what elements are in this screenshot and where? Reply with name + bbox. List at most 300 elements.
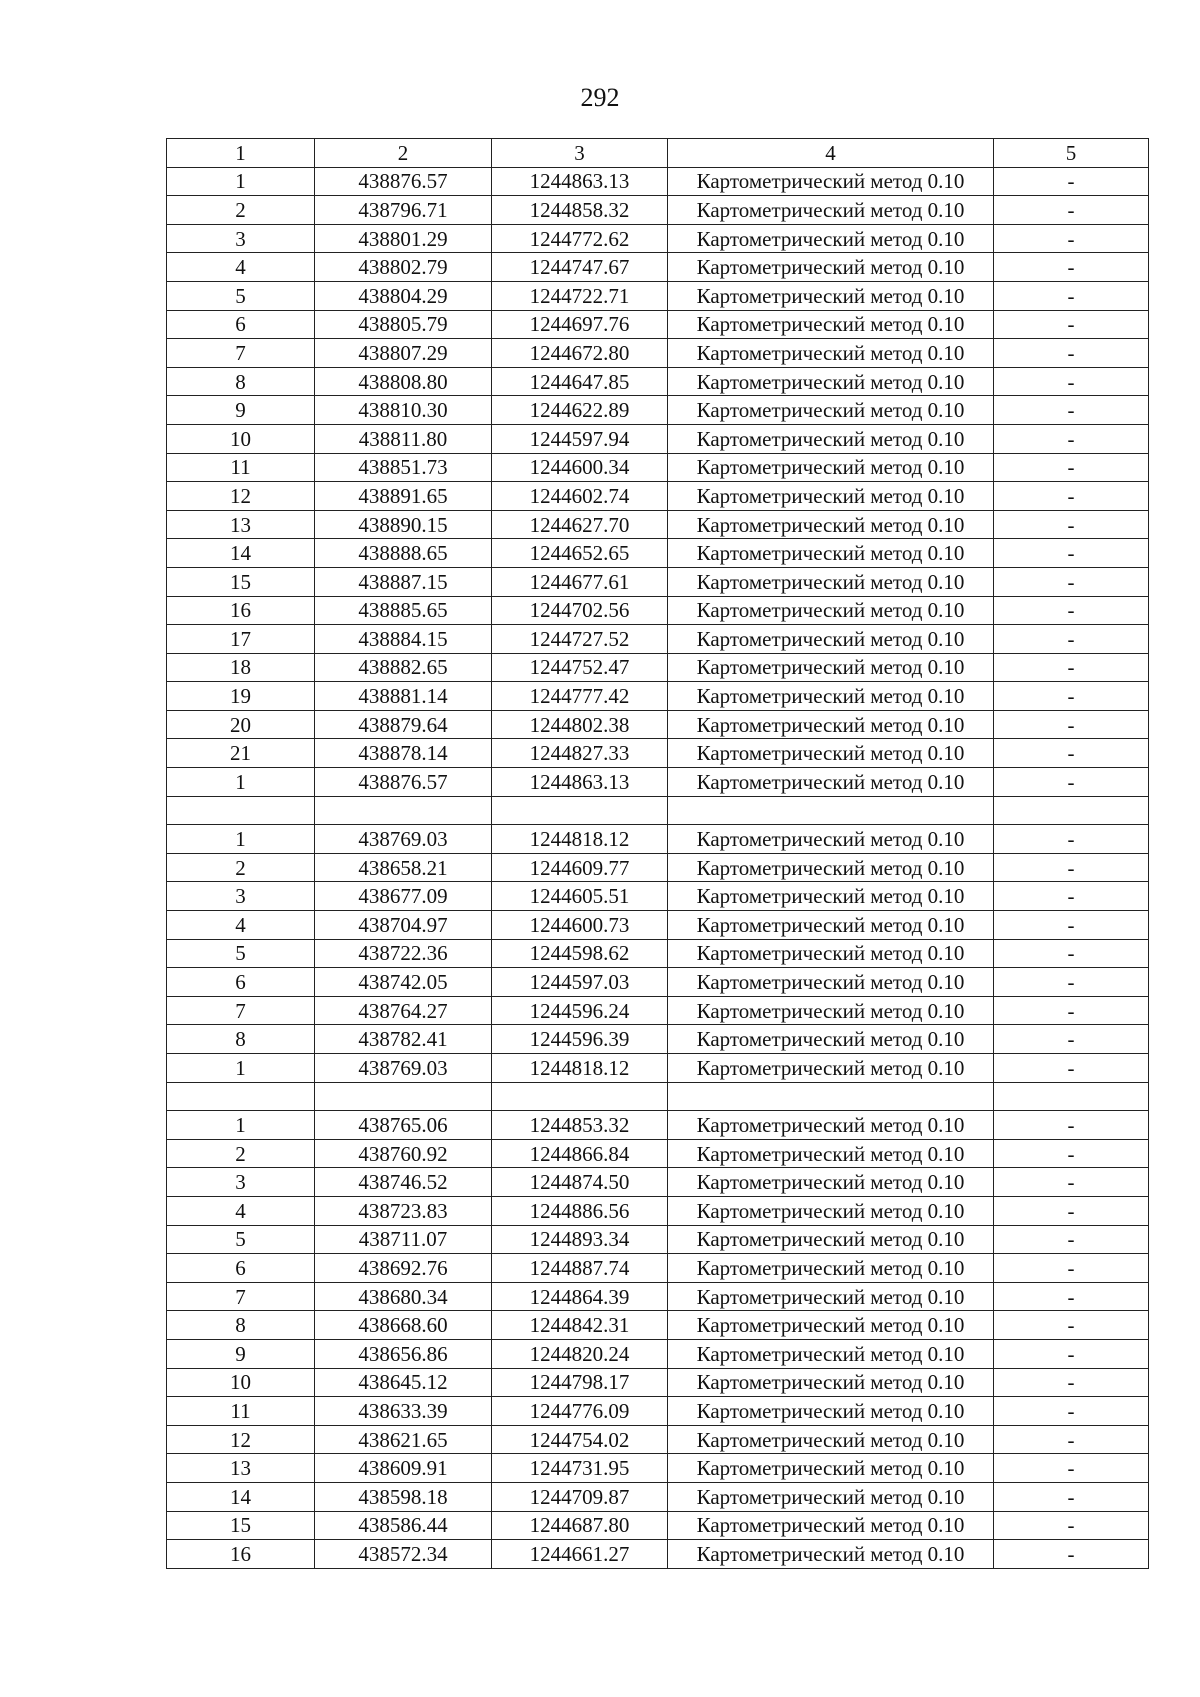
point-number-cell: 5	[167, 281, 315, 310]
method-cell: Картометрический метод 0.10	[668, 1397, 994, 1426]
y-coordinate-cell: 1244874.50	[492, 1168, 668, 1197]
description-cell: -	[994, 1397, 1149, 1426]
point-number-cell	[167, 796, 315, 825]
y-coordinate-cell: 1244609.77	[492, 853, 668, 882]
table-row	[167, 1339, 1149, 1368]
table-row	[167, 1368, 1149, 1397]
y-coordinate-cell: 1244818.12	[492, 825, 668, 854]
y-coordinate-cell: 1244827.33	[492, 739, 668, 768]
x-coordinate-cell: 438887.15	[315, 567, 492, 596]
y-coordinate-cell: 1244596.24	[492, 996, 668, 1025]
table-row	[167, 1196, 1149, 1225]
x-coordinate-cell: 438645.12	[315, 1368, 492, 1397]
x-coordinate-cell: 438804.29	[315, 281, 492, 310]
description-cell: -	[994, 1111, 1149, 1140]
point-number-cell: 3	[167, 882, 315, 911]
description-cell: -	[994, 539, 1149, 568]
x-coordinate-cell: 438882.65	[315, 653, 492, 682]
description-cell: -	[994, 1425, 1149, 1454]
y-coordinate-cell: 1244776.09	[492, 1397, 668, 1426]
y-coordinate-cell: 1244709.87	[492, 1482, 668, 1511]
x-coordinate-cell: 438805.79	[315, 310, 492, 339]
point-number-cell: 4	[167, 911, 315, 940]
description-cell: -	[994, 281, 1149, 310]
method-cell: Картометрический метод 0.10	[668, 310, 994, 339]
table-row	[167, 1111, 1149, 1140]
y-coordinate-cell: 1244853.32	[492, 1111, 668, 1140]
x-coordinate-cell: 438885.65	[315, 596, 492, 625]
x-coordinate-cell	[315, 1082, 492, 1111]
point-number-cell: 5	[167, 939, 315, 968]
x-coordinate-cell: 438801.29	[315, 224, 492, 253]
y-coordinate-cell: 1244772.62	[492, 224, 668, 253]
header-cell: 3	[492, 139, 668, 168]
y-coordinate-cell: 1244652.65	[492, 539, 668, 568]
method-cell: Картометрический метод 0.10	[668, 1025, 994, 1054]
y-coordinate-cell: 1244622.89	[492, 396, 668, 425]
point-number-cell: 8	[167, 1025, 315, 1054]
point-number-cell: 12	[167, 482, 315, 511]
table-row	[167, 196, 1149, 225]
point-number-cell: 17	[167, 625, 315, 654]
y-coordinate-cell: 1244596.39	[492, 1025, 668, 1054]
y-coordinate-cell: 1244747.67	[492, 253, 668, 282]
method-cell: Картометрический метод 0.10	[668, 1282, 994, 1311]
point-number-cell: 12	[167, 1425, 315, 1454]
y-coordinate-cell: 1244798.17	[492, 1368, 668, 1397]
table-row	[167, 567, 1149, 596]
description-cell: -	[994, 482, 1149, 511]
table-row	[167, 739, 1149, 768]
description-cell: -	[994, 968, 1149, 997]
point-number-cell: 19	[167, 682, 315, 711]
y-coordinate-cell: 1244672.80	[492, 339, 668, 368]
y-coordinate-cell: 1244605.51	[492, 882, 668, 911]
description-cell: -	[994, 596, 1149, 625]
table-row	[167, 253, 1149, 282]
x-coordinate-cell: 438765.06	[315, 1111, 492, 1140]
point-number-cell: 21	[167, 739, 315, 768]
x-coordinate-cell: 438677.09	[315, 882, 492, 911]
table-row	[167, 682, 1149, 711]
point-number-cell: 4	[167, 253, 315, 282]
y-coordinate-cell: 1244727.52	[492, 625, 668, 654]
table-row	[167, 768, 1149, 797]
method-cell: Картометрический метод 0.10	[668, 482, 994, 511]
table-row	[167, 453, 1149, 482]
description-cell: -	[994, 367, 1149, 396]
x-coordinate-cell: 438586.44	[315, 1511, 492, 1540]
method-cell	[668, 796, 994, 825]
description-cell: -	[994, 911, 1149, 940]
description-cell: -	[994, 653, 1149, 682]
method-cell: Картометрический метод 0.10	[668, 1339, 994, 1368]
method-cell: Картометрический метод 0.10	[668, 253, 994, 282]
point-number-cell: 13	[167, 1454, 315, 1483]
x-coordinate-cell: 438878.14	[315, 739, 492, 768]
point-number-cell: 9	[167, 1339, 315, 1368]
point-number-cell: 7	[167, 996, 315, 1025]
table-row	[167, 1282, 1149, 1311]
method-cell: Картометрический метод 0.10	[668, 196, 994, 225]
method-cell: Картометрический метод 0.10	[668, 653, 994, 682]
y-coordinate-cell: 1244647.85	[492, 367, 668, 396]
method-cell: Картометрический метод 0.10	[668, 1540, 994, 1569]
x-coordinate-cell: 438876.57	[315, 167, 492, 196]
x-coordinate-cell: 438808.80	[315, 367, 492, 396]
description-cell: -	[994, 739, 1149, 768]
method-cell: Картометрический метод 0.10	[668, 939, 994, 968]
y-coordinate-cell: 1244627.70	[492, 510, 668, 539]
header-cell: 4	[668, 139, 994, 168]
table-row	[167, 653, 1149, 682]
description-cell: -	[994, 1196, 1149, 1225]
table-row	[167, 1511, 1149, 1540]
description-cell: -	[994, 1311, 1149, 1340]
description-cell: -	[994, 424, 1149, 453]
description-cell: -	[994, 1454, 1149, 1483]
point-number-cell: 15	[167, 1511, 315, 1540]
description-cell: -	[994, 825, 1149, 854]
method-cell: Картометрический метод 0.10	[668, 1168, 994, 1197]
point-number-cell: 16	[167, 1540, 315, 1569]
description-cell	[994, 796, 1149, 825]
point-number-cell: 10	[167, 424, 315, 453]
description-cell: -	[994, 510, 1149, 539]
table-row	[167, 339, 1149, 368]
y-coordinate-cell: 1244697.76	[492, 310, 668, 339]
x-coordinate-cell: 438680.34	[315, 1282, 492, 1311]
description-cell: -	[994, 339, 1149, 368]
x-coordinate-cell: 438879.64	[315, 710, 492, 739]
point-number-cell: 8	[167, 367, 315, 396]
description-cell: -	[994, 1482, 1149, 1511]
table-body	[167, 167, 1149, 1568]
table-separator-row	[167, 796, 1149, 825]
y-coordinate-cell: 1244600.34	[492, 453, 668, 482]
description-cell: -	[994, 1368, 1149, 1397]
point-number-cell: 7	[167, 339, 315, 368]
table-row	[167, 968, 1149, 997]
method-cell: Картометрический метод 0.10	[668, 768, 994, 797]
table-row	[167, 1454, 1149, 1483]
y-coordinate-cell: 1244754.02	[492, 1425, 668, 1454]
point-number-cell: 13	[167, 510, 315, 539]
x-coordinate-cell: 438881.14	[315, 682, 492, 711]
description-cell: -	[994, 567, 1149, 596]
table-row	[167, 281, 1149, 310]
point-number-cell: 11	[167, 1397, 315, 1426]
table-row	[167, 167, 1149, 196]
description-cell: -	[994, 1139, 1149, 1168]
description-cell: -	[994, 1168, 1149, 1197]
y-coordinate-cell: 1244818.12	[492, 1054, 668, 1083]
method-cell: Картометрический метод 0.10	[668, 567, 994, 596]
description-cell: -	[994, 453, 1149, 482]
point-number-cell: 4	[167, 1196, 315, 1225]
method-cell: Картометрический метод 0.10	[668, 1425, 994, 1454]
point-number-cell: 8	[167, 1311, 315, 1340]
description-cell: -	[994, 710, 1149, 739]
table-row	[167, 911, 1149, 940]
method-cell: Картометрический метод 0.10	[668, 1368, 994, 1397]
point-number-cell: 1	[167, 167, 315, 196]
table-row	[167, 224, 1149, 253]
table-row	[167, 310, 1149, 339]
x-coordinate-cell: 438746.52	[315, 1168, 492, 1197]
method-cell: Картометрический метод 0.10	[668, 710, 994, 739]
y-coordinate-cell: 1244863.13	[492, 768, 668, 797]
x-coordinate-cell: 438722.36	[315, 939, 492, 968]
y-coordinate-cell: 1244777.42	[492, 682, 668, 711]
point-number-cell: 2	[167, 853, 315, 882]
point-number-cell	[167, 1082, 315, 1111]
point-number-cell: 1	[167, 825, 315, 854]
point-number-cell: 6	[167, 310, 315, 339]
y-coordinate-cell: 1244597.03	[492, 968, 668, 997]
table-row	[167, 1254, 1149, 1283]
x-coordinate-cell: 438621.65	[315, 1425, 492, 1454]
method-cell: Картометрический метод 0.10	[668, 882, 994, 911]
method-cell: Картометрический метод 0.10	[668, 1254, 994, 1283]
table-separator-row	[167, 1082, 1149, 1111]
x-coordinate-cell: 438888.65	[315, 539, 492, 568]
point-number-cell: 1	[167, 768, 315, 797]
method-cell: Картометрический метод 0.10	[668, 224, 994, 253]
x-coordinate-cell: 438782.41	[315, 1025, 492, 1054]
point-number-cell: 2	[167, 196, 315, 225]
method-cell: Картометрический метод 0.10	[668, 167, 994, 196]
table-row	[167, 1311, 1149, 1340]
y-coordinate-cell: 1244863.13	[492, 167, 668, 196]
point-number-cell: 10	[167, 1368, 315, 1397]
description-cell: -	[994, 682, 1149, 711]
table-row	[167, 510, 1149, 539]
table-row	[167, 996, 1149, 1025]
x-coordinate-cell: 438658.21	[315, 853, 492, 882]
x-coordinate-cell	[315, 796, 492, 825]
y-coordinate-cell: 1244893.34	[492, 1225, 668, 1254]
method-cell: Картометрический метод 0.10	[668, 996, 994, 1025]
page-number: 292	[580, 83, 620, 112]
x-coordinate-cell: 438891.65	[315, 482, 492, 511]
x-coordinate-cell: 438723.83	[315, 1196, 492, 1225]
description-cell: -	[994, 1282, 1149, 1311]
x-coordinate-cell: 438811.80	[315, 424, 492, 453]
x-coordinate-cell: 438810.30	[315, 396, 492, 425]
x-coordinate-cell: 438598.18	[315, 1482, 492, 1511]
table-row	[167, 367, 1149, 396]
x-coordinate-cell: 438807.29	[315, 339, 492, 368]
y-coordinate-cell	[492, 796, 668, 825]
y-coordinate-cell: 1244687.80	[492, 1511, 668, 1540]
description-cell	[994, 1082, 1149, 1111]
table-row	[167, 1425, 1149, 1454]
x-coordinate-cell: 438572.34	[315, 1540, 492, 1569]
header-cell: 1	[167, 139, 315, 168]
y-coordinate-cell	[492, 1082, 668, 1111]
y-coordinate-cell: 1244598.62	[492, 939, 668, 968]
y-coordinate-cell: 1244602.74	[492, 482, 668, 511]
y-coordinate-cell: 1244752.47	[492, 653, 668, 682]
method-cell: Картометрический метод 0.10	[668, 625, 994, 654]
table-row	[167, 882, 1149, 911]
method-cell: Картометрический метод 0.10	[668, 739, 994, 768]
x-coordinate-cell: 438802.79	[315, 253, 492, 282]
x-coordinate-cell: 438764.27	[315, 996, 492, 1025]
method-cell: Картометрический метод 0.10	[668, 453, 994, 482]
description-cell: -	[994, 939, 1149, 968]
x-coordinate-cell: 438742.05	[315, 968, 492, 997]
y-coordinate-cell: 1244677.61	[492, 567, 668, 596]
table-row	[167, 939, 1149, 968]
method-cell: Картометрический метод 0.10	[668, 853, 994, 882]
description-cell: -	[994, 1540, 1149, 1569]
method-cell: Картометрический метод 0.10	[668, 1482, 994, 1511]
point-number-cell: 6	[167, 1254, 315, 1283]
method-cell: Картометрический метод 0.10	[668, 1225, 994, 1254]
description-cell: -	[994, 253, 1149, 282]
table-row	[167, 853, 1149, 882]
table-row	[167, 1139, 1149, 1168]
table-row	[167, 424, 1149, 453]
y-coordinate-cell: 1244887.74	[492, 1254, 668, 1283]
x-coordinate-cell: 438851.73	[315, 453, 492, 482]
y-coordinate-cell: 1244866.84	[492, 1139, 668, 1168]
header-cell: 5	[994, 139, 1149, 168]
method-cell: Картометрический метод 0.10	[668, 1196, 994, 1225]
y-coordinate-cell: 1244820.24	[492, 1339, 668, 1368]
point-number-cell: 14	[167, 1482, 315, 1511]
table-header-row	[167, 139, 1149, 168]
point-number-cell: 9	[167, 396, 315, 425]
x-coordinate-cell: 438796.71	[315, 196, 492, 225]
point-number-cell: 1	[167, 1054, 315, 1083]
description-cell: -	[994, 196, 1149, 225]
description-cell: -	[994, 396, 1149, 425]
description-cell: -	[994, 1025, 1149, 1054]
x-coordinate-cell: 438760.92	[315, 1139, 492, 1168]
method-cell: Картометрический метод 0.10	[668, 968, 994, 997]
method-cell: Картометрический метод 0.10	[668, 1054, 994, 1083]
y-coordinate-cell: 1244702.56	[492, 596, 668, 625]
description-cell: -	[994, 224, 1149, 253]
x-coordinate-cell: 438711.07	[315, 1225, 492, 1254]
table-row	[167, 1054, 1149, 1083]
table-row	[167, 1397, 1149, 1426]
x-coordinate-cell: 438668.60	[315, 1311, 492, 1340]
point-number-cell: 15	[167, 567, 315, 596]
point-number-cell: 5	[167, 1225, 315, 1254]
y-coordinate-cell: 1244802.38	[492, 710, 668, 739]
coordinates-table	[166, 138, 1149, 1569]
point-number-cell: 11	[167, 453, 315, 482]
x-coordinate-cell: 438609.91	[315, 1454, 492, 1483]
point-number-cell: 3	[167, 1168, 315, 1197]
point-number-cell: 2	[167, 1139, 315, 1168]
table-row	[167, 482, 1149, 511]
method-cell: Картометрический метод 0.10	[668, 911, 994, 940]
table-row	[167, 1025, 1149, 1054]
method-cell: Картометрический метод 0.10	[668, 510, 994, 539]
description-cell: -	[994, 996, 1149, 1025]
y-coordinate-cell: 1244597.94	[492, 424, 668, 453]
x-coordinate-cell: 438692.76	[315, 1254, 492, 1283]
x-coordinate-cell: 438890.15	[315, 510, 492, 539]
table-row	[167, 596, 1149, 625]
y-coordinate-cell: 1244864.39	[492, 1282, 668, 1311]
y-coordinate-cell: 1244661.27	[492, 1540, 668, 1569]
table-row	[167, 825, 1149, 854]
y-coordinate-cell: 1244858.32	[492, 196, 668, 225]
description-cell: -	[994, 1339, 1149, 1368]
method-cell: Картометрический метод 0.10	[668, 339, 994, 368]
table-row	[167, 1225, 1149, 1254]
y-coordinate-cell: 1244722.71	[492, 281, 668, 310]
method-cell: Картометрический метод 0.10	[668, 281, 994, 310]
y-coordinate-cell: 1244886.56	[492, 1196, 668, 1225]
table-row	[167, 1540, 1149, 1569]
method-cell: Картометрический метод 0.10	[668, 539, 994, 568]
table-row	[167, 625, 1149, 654]
method-cell: Картометрический метод 0.10	[668, 1111, 994, 1140]
x-coordinate-cell: 438884.15	[315, 625, 492, 654]
y-coordinate-cell: 1244842.31	[492, 1311, 668, 1340]
y-coordinate-cell: 1244600.73	[492, 911, 668, 940]
table-row	[167, 710, 1149, 739]
method-cell: Картометрический метод 0.10	[668, 1139, 994, 1168]
description-cell: -	[994, 853, 1149, 882]
description-cell: -	[994, 1511, 1149, 1540]
method-cell: Картометрический метод 0.10	[668, 367, 994, 396]
description-cell: -	[994, 1054, 1149, 1083]
point-number-cell: 3	[167, 224, 315, 253]
x-coordinate-cell: 438769.03	[315, 1054, 492, 1083]
table-row	[167, 1482, 1149, 1511]
point-number-cell: 16	[167, 596, 315, 625]
description-cell: -	[994, 882, 1149, 911]
table-row	[167, 539, 1149, 568]
header-cell: 2	[315, 139, 492, 168]
description-cell: -	[994, 1225, 1149, 1254]
table-row	[167, 1168, 1149, 1197]
point-number-cell: 1	[167, 1111, 315, 1140]
method-cell: Картометрический метод 0.10	[668, 424, 994, 453]
description-cell: -	[994, 768, 1149, 797]
y-coordinate-cell: 1244731.95	[492, 1454, 668, 1483]
point-number-cell: 18	[167, 653, 315, 682]
method-cell	[668, 1082, 994, 1111]
method-cell: Картометрический метод 0.10	[668, 825, 994, 854]
x-coordinate-cell: 438769.03	[315, 825, 492, 854]
method-cell: Картометрический метод 0.10	[668, 596, 994, 625]
description-cell: -	[994, 310, 1149, 339]
point-number-cell: 7	[167, 1282, 315, 1311]
x-coordinate-cell: 438704.97	[315, 911, 492, 940]
description-cell: -	[994, 625, 1149, 654]
table-row	[167, 396, 1149, 425]
method-cell: Картометрический метод 0.10	[668, 396, 994, 425]
x-coordinate-cell: 438656.86	[315, 1339, 492, 1368]
method-cell: Картометрический метод 0.10	[668, 1311, 994, 1340]
x-coordinate-cell: 438633.39	[315, 1397, 492, 1426]
description-cell: -	[994, 1254, 1149, 1283]
x-coordinate-cell: 438876.57	[315, 768, 492, 797]
method-cell: Картометрический метод 0.10	[668, 1511, 994, 1540]
point-number-cell: 20	[167, 710, 315, 739]
method-cell: Картометрический метод 0.10	[668, 1454, 994, 1483]
point-number-cell: 6	[167, 968, 315, 997]
